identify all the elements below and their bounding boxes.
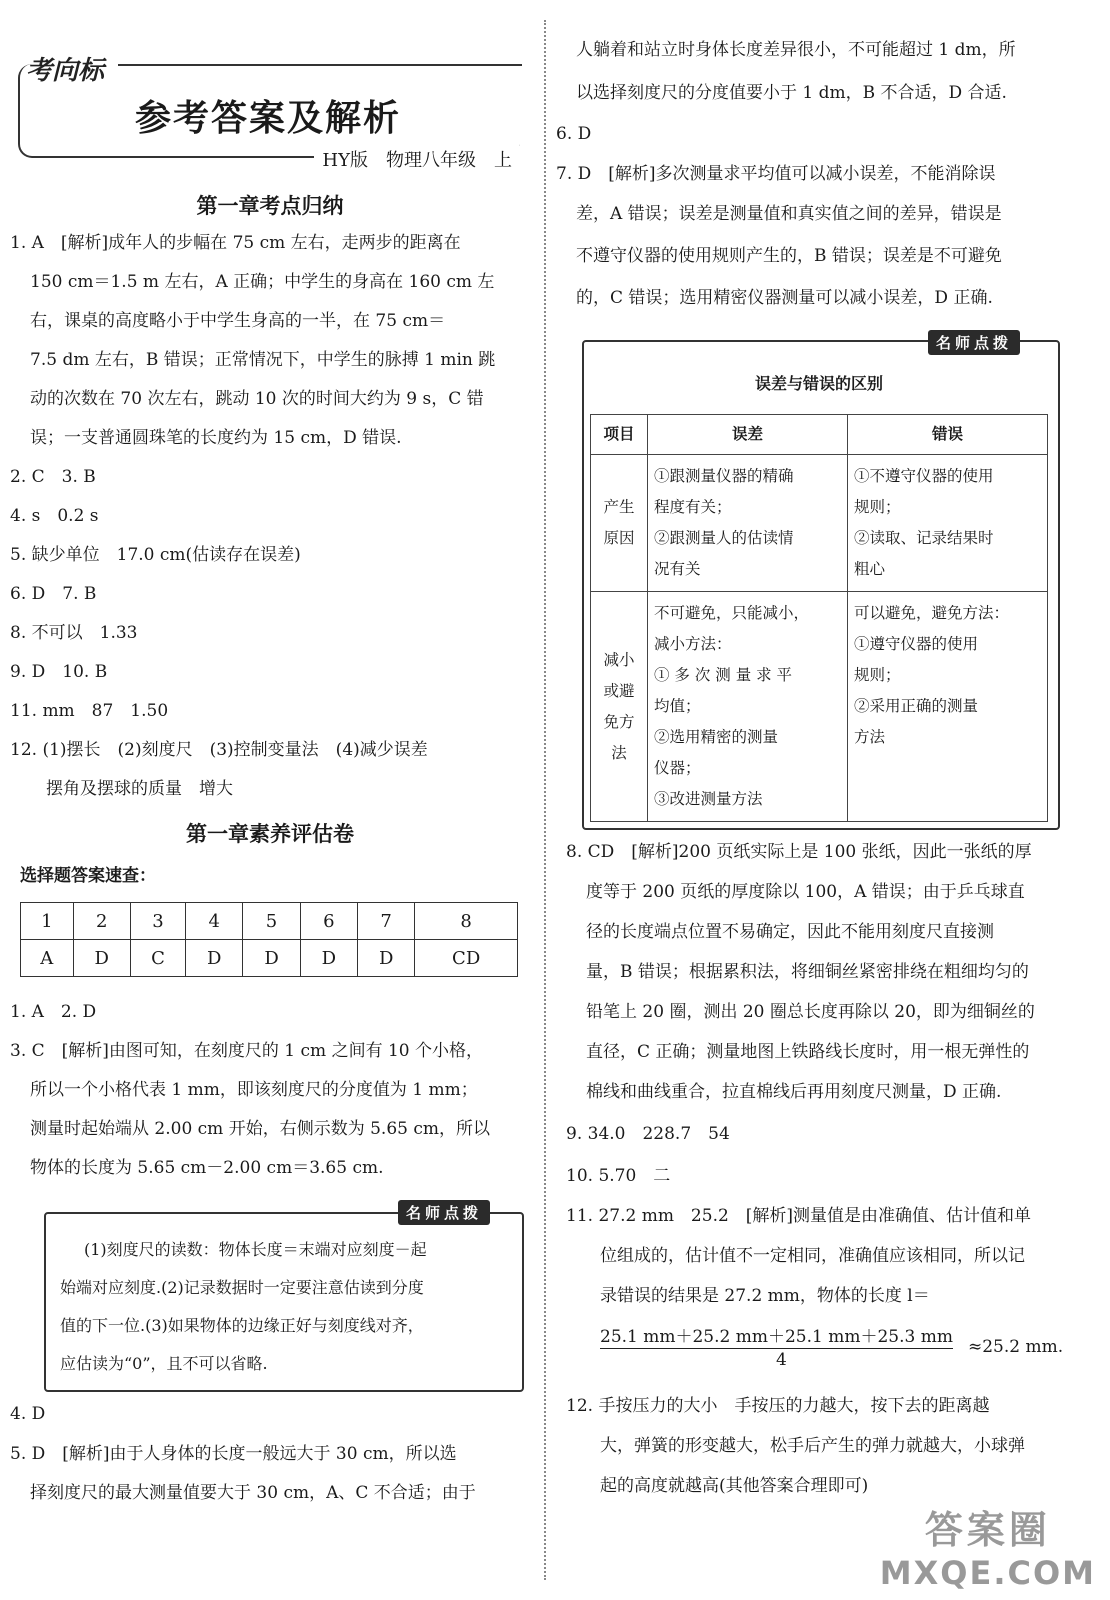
page-subtitle: HY版 物理八年级 上 xyxy=(314,146,520,172)
cell-line: 方法 xyxy=(854,728,886,746)
table-cell: 2 xyxy=(73,903,130,940)
header-box xyxy=(18,50,530,171)
table-cell: 4 xyxy=(186,903,243,940)
table-row xyxy=(21,940,518,977)
table-cell: D xyxy=(73,940,130,977)
tip-line: 应估读为“0”，且不可以省略. xyxy=(60,1354,268,1373)
site-watermark xyxy=(880,1499,1096,1592)
answer-line: 4. s 0.2 s xyxy=(10,506,99,526)
table-cell: CD xyxy=(415,940,518,977)
answer-line: 12. (1)摆长 (2)刻度尺 (3)控制变量法 (4)减少误差 xyxy=(10,740,428,760)
answer-line: 误；一支普通圆珠笔的长度约为 15 cm，D 错误. xyxy=(30,428,402,448)
quick-answer-table xyxy=(20,902,518,977)
cell-line: 减小方法： xyxy=(654,635,732,653)
cell-line: ②采用正确的测量 xyxy=(854,697,979,715)
cell-line: ②读取、记录结果时 xyxy=(854,529,994,547)
answer-line: 摆角及摆球的质量 增大 xyxy=(46,779,233,799)
table-header: 误差 xyxy=(648,415,848,455)
watermark-text: 答案圈 xyxy=(924,1508,1051,1552)
answer-line: 11. mm 87 1.50 xyxy=(10,701,169,721)
cell-line: ① 多 次 测 量 求 平 xyxy=(654,666,793,684)
row-label: 产生原因 xyxy=(591,455,648,592)
table-cell xyxy=(648,592,848,822)
watermark-url: MXQE.COM xyxy=(879,1554,1096,1592)
cell-line: ①遵守仪器的使用 xyxy=(854,635,979,653)
answer-line: 12. 手按压力的大小 手按压的力越大，按下去的距离越 xyxy=(566,1396,990,1416)
cell-line: 况有关 xyxy=(654,560,701,578)
answer-line: 径的长度端点位置不易确定，因此不能用刻度尺直接测 xyxy=(586,922,994,942)
brand-logo: 考向标 xyxy=(26,56,105,86)
answer-line: 7. D [解析]多次测量求平均值可以减小误差，不能消除误 xyxy=(556,164,996,184)
tip-line: 值的下一位.(3)如果物体的边缘正好与刻度线对齐， xyxy=(60,1316,424,1335)
comparison-title: 误差与错误的区别 xyxy=(754,374,883,393)
table-cell: 3 xyxy=(130,903,185,940)
answer-line: 起的高度就越高(其他答案合理即可) xyxy=(600,1476,869,1496)
row-label: 减小或避免方法 xyxy=(591,592,648,822)
cell-line: 仪器； xyxy=(654,759,701,777)
answer-line: 测量时起始端从 2.00 cm 开始，右侧示数为 5.65 cm，所以 xyxy=(30,1119,491,1139)
table-cell: D xyxy=(243,940,300,977)
table-cell: 8 xyxy=(415,903,518,940)
header-topline xyxy=(118,64,522,66)
answer-line: 所以一个小格代表 1 mm，即该刻度尺的分度值为 1 mm； xyxy=(30,1080,478,1100)
table-cell xyxy=(848,455,1048,592)
answer-line: 录错误的结果是 27.2 mm，物体的长度 l＝ xyxy=(600,1286,930,1306)
cell-line: 规则； xyxy=(854,498,901,516)
section-title-chapter1-summary: 第一章考点归纳 xyxy=(196,194,344,218)
table-cell: C xyxy=(130,940,185,977)
answer-line: 9. D 10. B xyxy=(10,662,108,682)
cell-line: ②跟测量人的估读情 xyxy=(654,529,794,547)
table-cell xyxy=(848,592,1048,822)
tip-line: (1)刻度尺的读数：物体长度＝末端对应刻度－起 xyxy=(84,1240,427,1259)
cell-line: 程度有关； xyxy=(654,498,732,516)
answer-line: 量，B 错误；根据累积法，将细铜丝紧密排绕在粗细均匀的 xyxy=(586,962,1029,982)
column-divider xyxy=(544,20,546,1580)
cell-line: ①不遵守仪器的使用 xyxy=(854,467,994,485)
answer-line: 2. C 3. B xyxy=(10,467,96,487)
answer-line: 6. D 7. B xyxy=(10,584,97,604)
answer-line: 右，课桌的高度略小于中学生身高的一半，在 75 cm＝ xyxy=(30,311,446,331)
answer-line: 直径，C 正确；测量地图上铁路线长度时，用一根无弹性的 xyxy=(586,1042,1030,1062)
answer-line: 的，C 错误；选用精密仪器测量可以减小误差，D 正确. xyxy=(576,288,993,308)
answer-line: 不遵守仪器的使用规则产生的，B 错误；误差是不可避免 xyxy=(576,246,1002,266)
answer-line: 棉线和曲线重合，拉直棉线后再用刻度尺测量，D 正确. xyxy=(586,1082,1002,1102)
fraction-denominator: 4 xyxy=(776,1350,787,1370)
answer-line: 择刻度尺的最大测量值要大于 30 cm，A、C 不合适；由于 xyxy=(30,1483,476,1503)
table-cell: 5 xyxy=(243,903,300,940)
answer-line: 11. 27.2 mm 25.2 [解析]测量值是由准确值、估计值和单 xyxy=(566,1206,1032,1226)
cell-line: 不可避免，只能减小， xyxy=(654,604,810,622)
answer-line: 1. A 2. D xyxy=(10,1002,97,1022)
table-cell: D xyxy=(300,940,357,977)
answer-line: 动的次数在 70 次左右，跳动 10 次的时间大约为 9 s，C 错 xyxy=(30,389,484,409)
cell-line: 粗心 xyxy=(854,560,886,578)
answer-line: 位组成的，估计值不一定相同，准确值应该相同，所以记 xyxy=(600,1246,1025,1266)
answer-line: 9. 34.0 228.7 54 xyxy=(566,1124,730,1144)
cell-line: ①跟测量仪器的精确 xyxy=(654,467,794,485)
table-cell: 6 xyxy=(300,903,357,940)
answer-line: 1. A [解析]成年人的步幅在 75 cm 左右，走两步的距离在 xyxy=(10,233,461,253)
answer-line: 4. D xyxy=(10,1404,46,1424)
teacher-tip-badge: 名师点拨 xyxy=(398,1200,490,1225)
cell-line: ②选用精密的测量 xyxy=(654,728,779,746)
page-title: 参考答案及解析 xyxy=(134,98,401,139)
section-title-chapter1-assessment: 第一章素养评估卷 xyxy=(186,822,354,846)
answer-line: 6. D xyxy=(556,124,592,144)
fraction-result: ≈25.2 mm. xyxy=(968,1337,1064,1357)
table-cell: D xyxy=(186,940,243,977)
answer-line: 人躺着和站立时身体长度差异很小，不可能超过 1 dm，所 xyxy=(576,40,1016,60)
tip-line: 始端对应刻度.(2)记录数据时一定要注意估读到分度 xyxy=(60,1278,424,1297)
table-row xyxy=(591,455,1048,592)
table-header: 项目 xyxy=(591,415,648,455)
error-vs-mistake-table xyxy=(590,414,1048,822)
cell-line: 规则； xyxy=(854,666,901,684)
answer-line: 10. 5.70 二 xyxy=(566,1166,671,1186)
answer-line: 8. 不可以 1.33 xyxy=(10,623,138,643)
answer-line: 3. C [解析]由图可知，在刻度尺的 1 cm 之间有 10 个小格， xyxy=(10,1041,484,1061)
table-row xyxy=(21,903,518,940)
cell-line: ③改进测量方法 xyxy=(654,790,763,808)
answer-line: 150 cm＝1.5 m 左右，A 正确；中学生的身高在 160 cm 左 xyxy=(30,272,495,292)
cell-line: 均值； xyxy=(654,697,701,715)
fraction-numerator: 25.1 mm＋25.2 mm＋25.1 mm＋25.3 mm xyxy=(600,1322,953,1349)
table-cell: A xyxy=(21,940,74,977)
table-row xyxy=(591,592,1048,822)
answer-line: 物体的长度为 5.65 cm－2.00 cm＝3.65 cm. xyxy=(30,1158,384,1178)
table-cell: D xyxy=(358,940,415,977)
answer-line: 大，弹簧的形变越大，松手后产生的弹力就越大，小球弹 xyxy=(600,1436,1025,1456)
table-cell xyxy=(648,455,848,592)
cell-line: 可以避免，避免方法： xyxy=(854,604,1010,622)
answer-line: 5. 缺少单位 17.0 cm(估读存在误差) xyxy=(10,545,301,565)
answer-line: 5. D [解析]由于人身体的长度一般远大于 30 cm，所以选 xyxy=(10,1444,457,1464)
answer-line: 铅笔上 20 圈，测出 20 圈总长度再除以 20，即为细铜丝的 xyxy=(586,1002,1035,1022)
quick-answer-label: 选择题答案速查： xyxy=(20,866,156,886)
table-cell: 7 xyxy=(358,903,415,940)
answer-line: 以选择刻度尺的分度值要小于 1 dm，B 不合适，D 合适. xyxy=(576,83,1007,103)
answer-line: 度等于 200 页纸的厚度除以 100，A 错误；由于乒乓球直 xyxy=(586,882,1025,902)
table-cell: 1 xyxy=(21,903,74,940)
teacher-tip-badge: 名师点拨 xyxy=(928,330,1020,355)
table-header: 错误 xyxy=(848,415,1048,455)
answer-line: 8. CD [解析]200 页纸实际上是 100 张纸，因此一张纸的厚 xyxy=(566,842,1032,862)
table-row xyxy=(591,415,1048,455)
answer-line: 7.5 dm 左右，B 错误；正常情况下，中学生的脉搏 1 min 跳 xyxy=(30,350,496,370)
answer-line: 差，A 错误；误差是测量值和真实值之间的差异，错误是 xyxy=(576,204,1002,224)
